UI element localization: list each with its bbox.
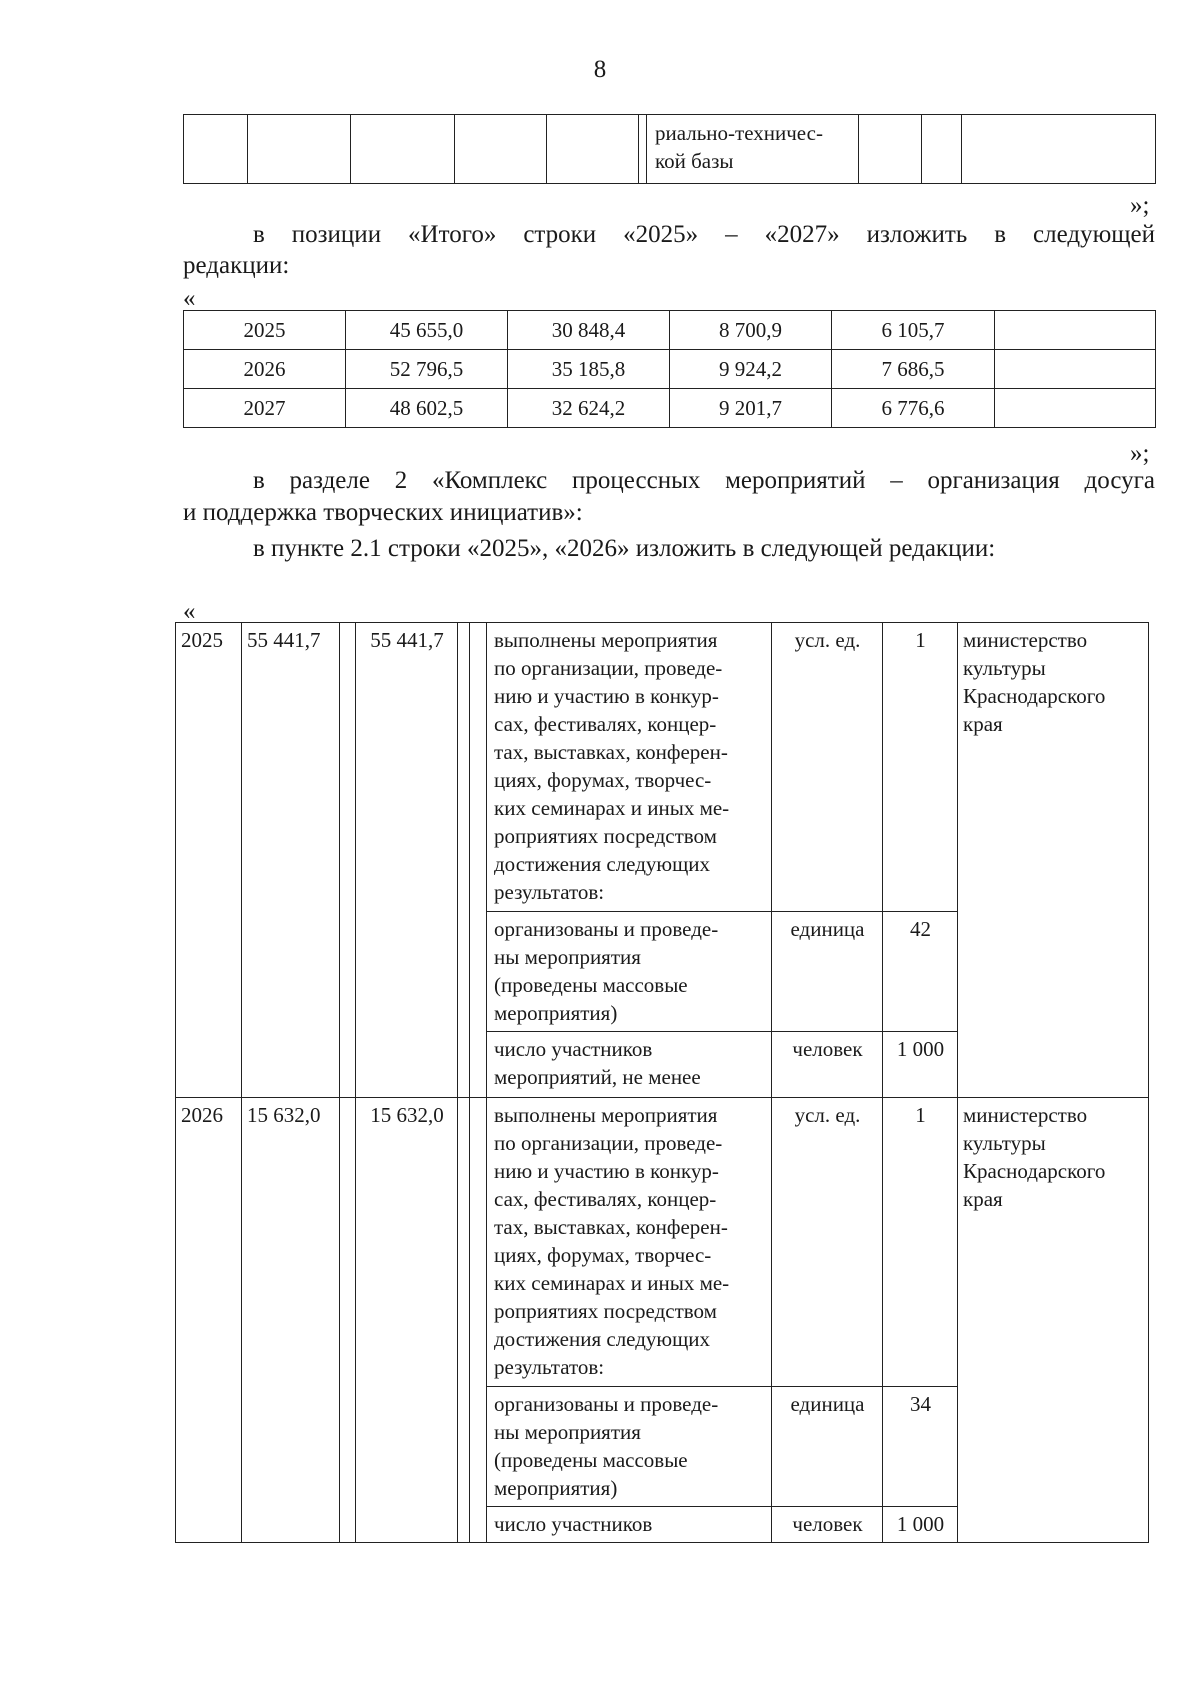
year-cell: 2025 [184, 311, 346, 350]
unit-cell: усл. ед. [772, 623, 883, 912]
result-description: организованы и проведе- ны мероприятия (проведены массовые мероприятия) [487, 1387, 772, 1507]
value-cell: 8 700,9 [670, 311, 832, 350]
continuation-table [183, 114, 1156, 184]
table-cell [859, 115, 922, 184]
empty-cell [340, 623, 356, 1098]
table-cell [351, 115, 455, 184]
table-cell [639, 115, 647, 184]
open-quote: « [183, 285, 196, 312]
table-cell [248, 115, 351, 184]
unit-cell: человек [772, 1507, 883, 1543]
value-cell: 6 105,7 [832, 311, 995, 350]
total-cell: 55 441,7 [242, 623, 340, 1098]
empty-cell [470, 1098, 487, 1543]
regional-cell: 55 441,7 [356, 623, 458, 1098]
table-row [176, 623, 1149, 912]
table-row [184, 350, 1156, 389]
value-cell: 32 624,2 [508, 389, 670, 428]
value-cell: 1 [883, 1098, 958, 1387]
value-cell: 48 602,5 [346, 389, 508, 428]
table-cell [547, 115, 639, 184]
empty-cell [458, 1098, 470, 1543]
value-cell: 45 655,0 [346, 311, 508, 350]
open-quote: « [183, 598, 196, 625]
fragment-line: кой базы [655, 149, 734, 173]
table-cell [922, 115, 962, 184]
year-cell: 2025 [176, 623, 242, 1098]
paragraph-line: и поддержка творческих инициатив»: [183, 499, 583, 526]
value-cell: 35 185,8 [508, 350, 670, 389]
result-description: выполнены мероприятия по организации, проведе- нию и участию в конкур- сах, фестивалях, концер- тах, выставках, конферен- циях, форумах, творчес- ких семинарах и иных ме- роприятиях посредством достижения следующих результатов: [487, 1098, 772, 1387]
unit-cell: человек [772, 1032, 883, 1098]
result-description: число участников мероприятий, не менее [487, 1032, 772, 1098]
table-cell [962, 115, 1156, 184]
paragraph-line: редакции: [183, 252, 290, 279]
table-cell [455, 115, 547, 184]
year-cell: 2026 [184, 350, 346, 389]
value-cell: 9 201,7 [670, 389, 832, 428]
result-description: выполнены мероприятия по организации, проведе- нию и участию в конкур- сах, фестивалях, концер- тах, выставках, конферен- циях, форумах, творчес- ких семинарах и иных ме- роприятиях посредством достижения следующих результатов: [487, 623, 772, 912]
table-row [184, 389, 1156, 428]
value-cell: 1 000 [883, 1032, 958, 1098]
value-cell: 9 924,2 [670, 350, 832, 389]
value-cell: 6 776,6 [832, 389, 995, 428]
result-description: организованы и проведе- ны мероприятия (проведены массовые мероприятия) [487, 912, 772, 1032]
page-number: 8 [593, 56, 607, 83]
year-cell: 2026 [176, 1098, 242, 1543]
paragraph-line: в позиции «Итого» строки «2025» – «2027» изложить в следующей [253, 221, 1155, 248]
empty-cell [470, 623, 487, 1098]
regional-cell: 15 632,0 [356, 1098, 458, 1543]
empty-cell [458, 623, 470, 1098]
unit-cell: единица [772, 912, 883, 1032]
fragment-cell [647, 115, 859, 184]
table-cell [184, 115, 248, 184]
empty-cell [995, 350, 1156, 389]
table-row [184, 115, 1156, 184]
empty-cell [340, 1098, 356, 1543]
unit-cell: единица [772, 1387, 883, 1507]
paragraph-line: в пункте 2.1 строки «2025», «2026» изложить в следующей редакции: [253, 535, 996, 562]
value-cell: 34 [883, 1387, 958, 1507]
table-row [184, 311, 1156, 350]
executor-cell: министерство культуры Краснодарского края [958, 1098, 1149, 1543]
close-quote: »; [1130, 192, 1150, 219]
value-cell: 42 [883, 912, 958, 1032]
executor-cell: министерство культуры Краснодарского края [958, 623, 1149, 1098]
activities-table [175, 622, 1149, 1543]
empty-cell [995, 389, 1156, 428]
year-cell: 2027 [184, 389, 346, 428]
close-quote: »; [1130, 440, 1150, 467]
result-description: число участников [487, 1507, 772, 1543]
total-cell: 15 632,0 [242, 1098, 340, 1543]
paragraph-line: в разделе 2 «Комплекс процессных мероприятий – организация досуга [253, 467, 1155, 494]
empty-cell [995, 311, 1156, 350]
value-cell: 7 686,5 [832, 350, 995, 389]
value-cell: 1 000 [883, 1507, 958, 1543]
value-cell: 1 [883, 623, 958, 912]
fragment-line: риально-техничес- [655, 121, 823, 145]
totals-table [183, 310, 1156, 428]
value-cell: 52 796,5 [346, 350, 508, 389]
value-cell: 30 848,4 [508, 311, 670, 350]
unit-cell: усл. ед. [772, 1098, 883, 1387]
table-row [176, 1098, 1149, 1387]
